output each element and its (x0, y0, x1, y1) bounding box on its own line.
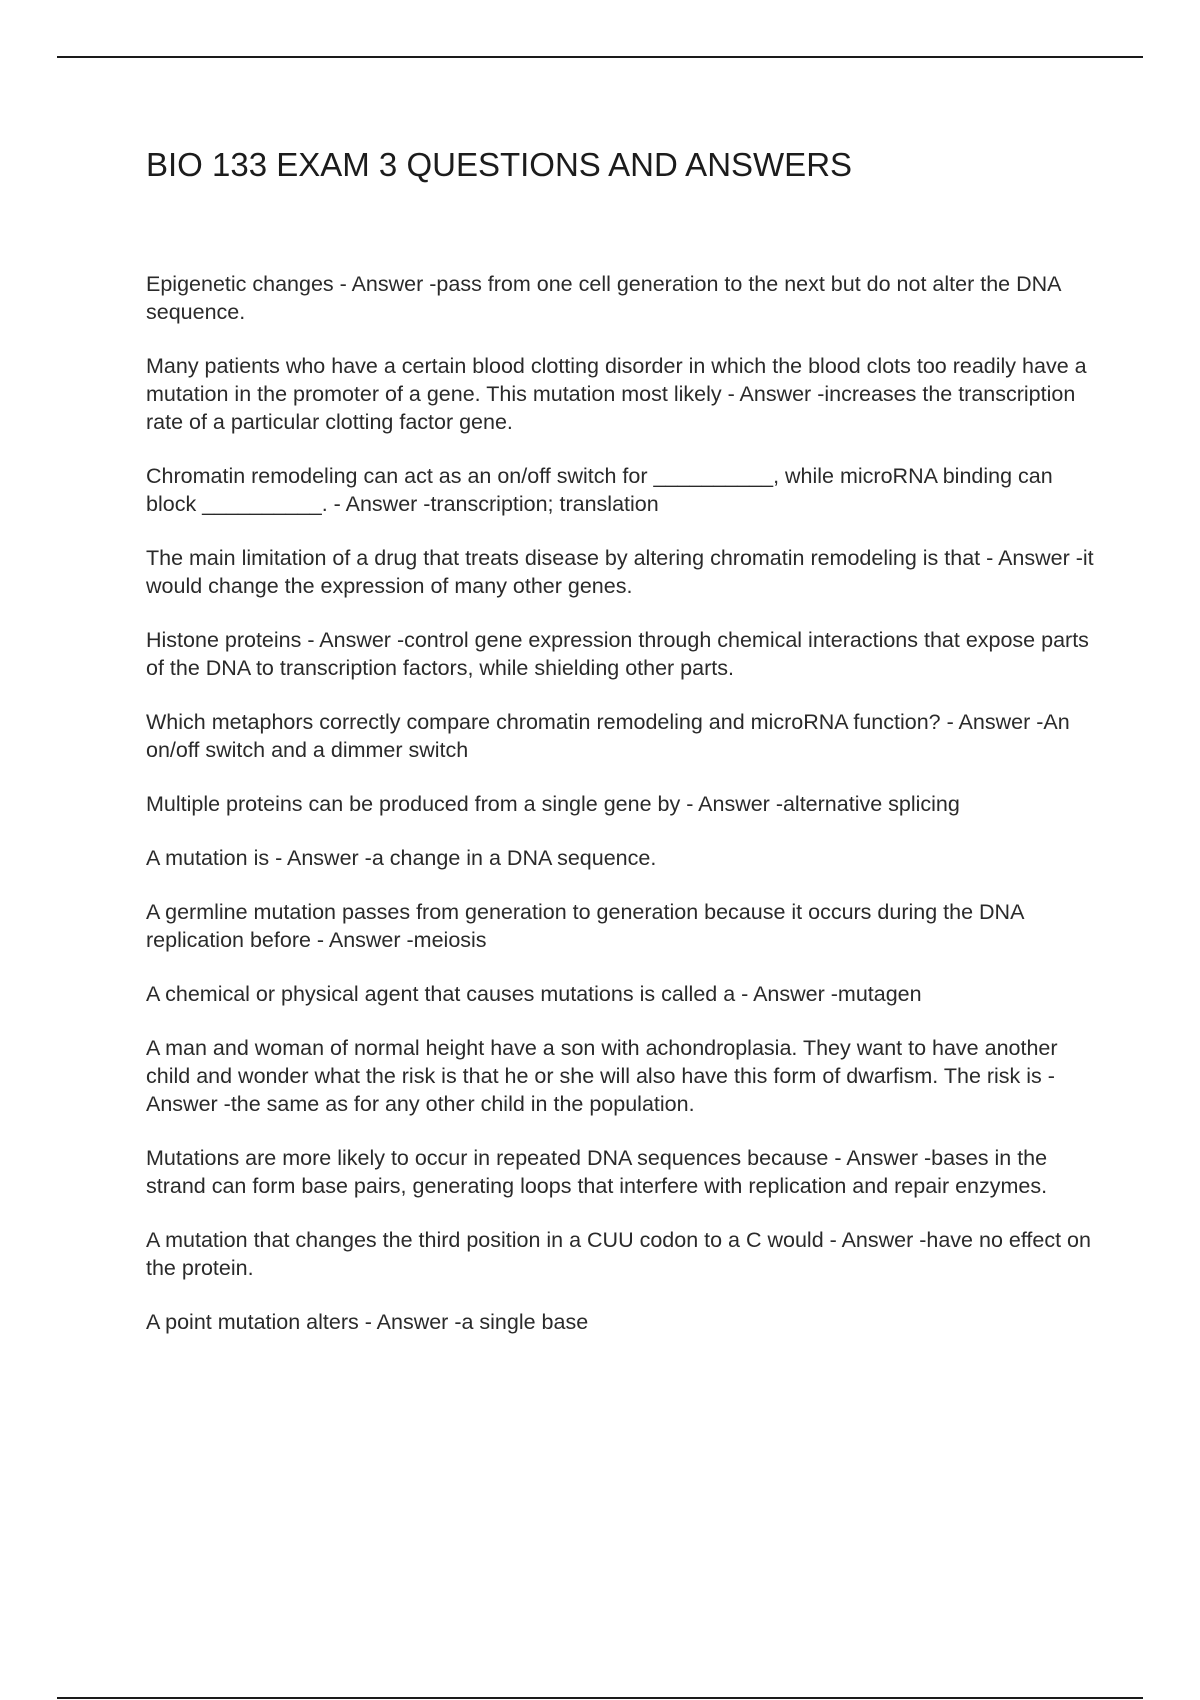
qa-item: A man and woman of normal height have a son with achondroplasia. They want to have another child and wonder what the risk is that he or she will also have this form of dwarfism. The risk is - Answer -the same as for any other child in the population. (146, 1036, 1058, 1116)
page-title: BIO 133 EXAM 3 QUESTIONS AND ANSWERS (146, 146, 853, 183)
qa-item: Histone proteins - Answer -control gene expression through chemical interactions that expose parts of the DNA to transcription factors, while shielding other parts. (146, 628, 1089, 680)
qa-item: Chromatin remodeling can act as an on/off switch for __________, while microRNA binding can block __________. - Answer -transcription; translation (146, 464, 1053, 516)
qa-item: A point mutation alters - Answer -a single base (146, 1310, 589, 1334)
qa-item: Epigenetic changes - Answer -pass from one cell generation to the next but do not alter the DNA sequence. (146, 272, 1061, 324)
qa-item: Mutations are more likely to occur in repeated DNA sequences because - Answer -bases in the strand can form base pairs, generating loops that interfere with replication and repair enzymes. (146, 1146, 1048, 1198)
qa-item: A mutation is - Answer -a change in a DNA sequence. (146, 846, 657, 870)
qa-item: A germline mutation passes from generation to generation because it occurs during the DNA replication before - Answer -meiosis (146, 900, 1024, 952)
qa-item: Many patients who have a certain blood clotting disorder in which the blood clots too readily have a mutation in the promoter of a gene. This mutation most likely - Answer -increases the transcription rate of a particular clotting factor gene. (146, 354, 1087, 434)
qa-item: The main limitation of a drug that treats disease by altering chromatin remodeling is that - Answer -it would change the expression of many other genes. (146, 546, 1094, 598)
top-rule (57, 56, 1143, 58)
qa-list (146, 270, 1106, 1362)
bottom-rule (57, 1697, 1143, 1699)
qa-item: Multiple proteins can be produced from a single gene by - Answer -alternative splicing (146, 792, 960, 816)
qa-item: Which metaphors correctly compare chromatin remodeling and microRNA function? - Answer -An on/off switch and a dimmer switch (146, 710, 1070, 762)
qa-item: A mutation that changes the third position in a CUU codon to a C would - Answer -have no effect on the protein. (146, 1228, 1091, 1280)
qa-item: A chemical or physical agent that causes mutations is called a - Answer -mutagen (146, 982, 922, 1006)
